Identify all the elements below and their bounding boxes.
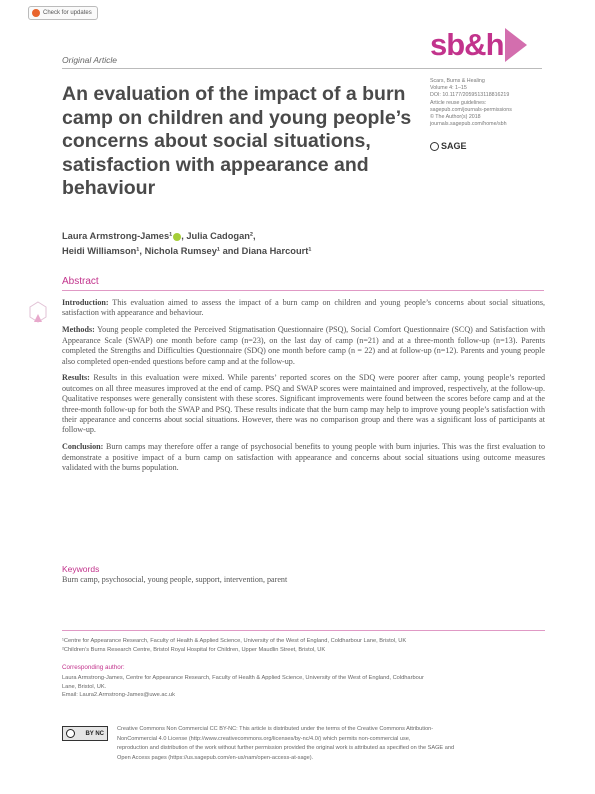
license-line-3: reproduction and distribution of the work without further permission provided the original work is attributed as specified on the SAGE and [117, 745, 455, 751]
results-text: Results in this evaluation were mixed. While parents’ reported scores on the SDQ were poorer after camp, young people’s reported outcomes on all three measures improved at the end of camp. PSQ and SWAP scores were maintained and improved, respectively, at the follow-up. Qualitative responses were generally consistent with these scores. Significant improvements were found between the scores before camp and at the three-month follow-up for both the SWAP and PSQ. These results indicate that the burn camp may help to improve young people’s satisfaction with their appearance and concerns about social situations. However, there was no comparison group and there was a significant loss of participants at follow-up. [62, 373, 545, 435]
journal-info [430, 78, 570, 128]
corresponding-line-1: Laura Armstrong-James, Centre for Appearance Research, Faculty of Health & Applied Science, University of the West of England, Coldharbour [62, 675, 424, 681]
license-text [117, 725, 547, 763]
journal-logo-text: sb&h [430, 27, 504, 62]
footer-divider [62, 630, 545, 631]
abstract-conclusion [62, 442, 545, 473]
license-line-4: Open Access pages (https://us.sagepub.com/en-us/nam/open-access-at-sage). [117, 754, 314, 761]
abstract-body [62, 298, 545, 480]
journal-name: Scars, Burns & Healing [430, 78, 485, 84]
conclusion-text: Burn camps may therefore offer a range of psychosocial benefits to young people with burn injuries. This was the first evaluation to demonstrate a positive impact of a burn camp on satisfaction with appearance and concerns about social situations using outcome measures validated with the burns population. [62, 442, 545, 473]
affiliation-1: ¹Centre for Appearance Research, Faculty of Health & Applied Science, University of the West of England, Coldharbour Lane, Bristol, UK [62, 638, 407, 644]
keywords-heading: Keywords [62, 564, 100, 574]
journal-homepage-link[interactable]: journals.sagepub.com/home/sbh [430, 121, 507, 128]
copyright: © The Author(s) 2018 [430, 114, 481, 121]
license-line-2: NonCommercial 4.0 License (http://www.creativecommons.org/licenses/by-nc/4.0/) which permits non-commercial use, [117, 735, 411, 742]
affiliations [62, 637, 545, 654]
reuse-guidelines-link[interactable]: sagepub.com/journals-permissions [430, 106, 512, 113]
abstract-results [62, 373, 545, 435]
journal-logo [430, 28, 527, 64]
author-list [62, 229, 422, 258]
check-for-updates-badge[interactable] [28, 6, 98, 20]
abstract-introduction [62, 298, 545, 319]
keywords-list: Burn camp, psychosocial, young people, support, intervention, parent [62, 575, 288, 584]
header-divider [62, 68, 542, 69]
update-icon [32, 9, 40, 17]
results-label: Results: [62, 373, 90, 383]
methods-label: Methods: [62, 325, 95, 335]
introduction-label: Introduction: [62, 298, 109, 307]
reuse-guidelines-label: Article reuse guidelines: [430, 99, 487, 106]
article-title: An evaluation of the impact of a burn camp on children and young people’s concerns about social situations, satisfaction with appearance and behaviour [62, 83, 412, 200]
conclusion-label: Conclusion: [62, 442, 104, 452]
abstract-heading: Abstract [62, 276, 99, 287]
authors-line-2: Heidi Williamson¹, Nichola Rumsey¹ and Diana Harcourt¹ [62, 245, 312, 256]
author-second: , Julia Cadogan², [181, 231, 256, 241]
abstract-methods [62, 325, 545, 367]
corresponding-email[interactable]: Email: Laura2.Armstrong-James@uwe.ac.uk [62, 692, 175, 699]
corresponding-author-details [62, 674, 522, 700]
corresponding-line-2: Lane, Bristol, UK. [62, 683, 107, 690]
cc-badge-label: BY NC [85, 730, 104, 737]
abstract-divider [62, 290, 544, 291]
publisher-logo [430, 141, 467, 151]
affiliation-2: ²Children’s Burns Research Centre, Bristol Royal Hospital for Children, Upper Maudlin Street, Bristol, UK [62, 646, 326, 653]
cc-license-badge[interactable] [62, 726, 108, 741]
journal-volume: Volume 4: 1–15 [430, 85, 467, 92]
methods-text: Young people completed the Perceived Stigmatisation Questionnaire (PSQ), Social Comfort Questionnaire (SCQ) and Satisfaction with Appearance Scale (SWAP) one month before camp (n=23), on the last day of camp (n=21) and at a three-month follow-up (n=13). Parents completed the Strengths and Difficulties Questionnaire (SDQ) one month before camp (n = 22) and at follow-up (n=12). Parents and young people also completed open-ended questions before camp and at the follow-up. [62, 325, 545, 366]
decorative-hexagon-icon [28, 300, 48, 330]
creative-commons-icon [66, 729, 75, 738]
corresponding-author-heading: Corresponding author: [62, 664, 125, 671]
publisher-name: SAGE [441, 141, 467, 151]
author-first: Laura Armstrong-James¹ [62, 231, 173, 241]
sage-circle-icon [430, 142, 439, 151]
journal-doi[interactable]: DOI: 10.1177/2059513118816219 [430, 92, 510, 99]
check-for-updates-label: Check for updates [43, 10, 92, 16]
article-type: Original Article [62, 55, 117, 65]
introduction-text: This evaluation aimed to assess the impact of a burn camp on children and young people’s concerns about social situations, satisfaction with appearance and behaviour. [62, 298, 545, 318]
logo-triangle-icon [505, 28, 527, 62]
license-line-1: Creative Commons Non Commercial CC BY-NC: This article is distributed under the terms of the Creative Commons Attribution- [117, 726, 434, 732]
